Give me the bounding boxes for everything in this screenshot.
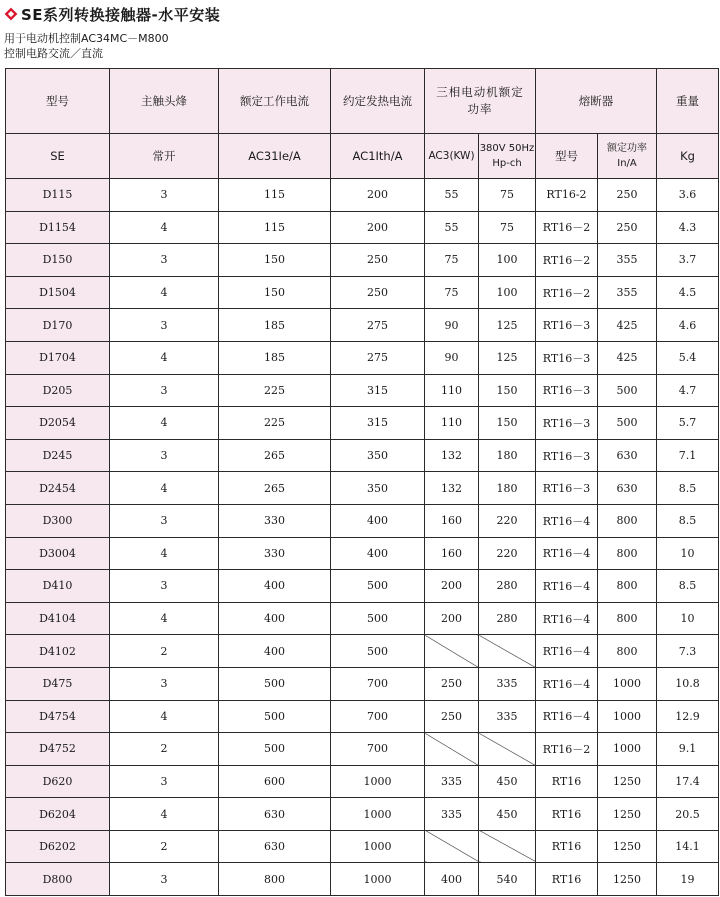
table-body	[6, 179, 719, 896]
cell-weight: 5.4	[657, 341, 719, 374]
cell-model: D205	[6, 374, 110, 407]
cell-not-applicable	[479, 733, 536, 766]
cell-fuse-power: 250	[598, 179, 657, 212]
table-row	[6, 667, 719, 700]
cell-fuse-model: RT16－2	[536, 211, 598, 244]
subheader-fuse-power-line1: 额定功率	[607, 143, 647, 154]
cell-main-contacts: 2	[110, 635, 219, 668]
cell-fuse-power: 355	[598, 276, 657, 309]
table-row	[6, 341, 719, 374]
cell-rated-current: 400	[219, 570, 331, 603]
cell-fuse-power: 1250	[598, 830, 657, 863]
cell-model: D4102	[6, 635, 110, 668]
cell-thermal-current: 700	[331, 700, 425, 733]
cell-model: D410	[6, 570, 110, 603]
cell-rated-current: 115	[219, 211, 331, 244]
table-row	[6, 733, 719, 766]
cell-fuse-model: RT16－2	[536, 733, 598, 766]
table-row	[6, 211, 719, 244]
cell-not-applicable	[425, 635, 479, 668]
cell-hp: 335	[479, 700, 536, 733]
cell-main-contacts: 3	[110, 244, 219, 277]
cell-weight: 4.7	[657, 374, 719, 407]
spec-table	[5, 68, 719, 896]
cell-main-contacts: 3	[110, 504, 219, 537]
table-row	[6, 570, 719, 603]
cell-ac3-kw: 90	[425, 309, 479, 342]
cell-fuse-model: RT16－3	[536, 407, 598, 440]
cell-fuse-model: RT16－3	[536, 341, 598, 374]
cell-fuse-model: RT16－3	[536, 439, 598, 472]
cell-model: D6204	[6, 798, 110, 831]
subtitle-usage: 用于电动机控制AC34MC－M800	[4, 32, 169, 45]
cell-ac3-kw: 400	[425, 863, 479, 896]
cell-rated-current: 185	[219, 341, 331, 374]
cell-fuse-power: 250	[598, 211, 657, 244]
cell-fuse-power: 1000	[598, 733, 657, 766]
cell-rated-current: 150	[219, 244, 331, 277]
cell-thermal-current: 200	[331, 211, 425, 244]
cell-ac3-kw: 250	[425, 700, 479, 733]
cell-hp: 180	[479, 439, 536, 472]
cell-thermal-current: 1000	[331, 798, 425, 831]
table-row	[6, 798, 719, 831]
cell-model: D4754	[6, 700, 110, 733]
cell-weight: 4.6	[657, 309, 719, 342]
subheader-fuse-model: 型号	[536, 134, 598, 179]
cell-hp: 450	[479, 798, 536, 831]
cell-weight: 7.1	[657, 439, 719, 472]
cell-model: D245	[6, 439, 110, 472]
cell-fuse-model: RT16	[536, 798, 598, 831]
cell-hp: 100	[479, 276, 536, 309]
cell-model: D170	[6, 309, 110, 342]
cell-ac3-kw: 132	[425, 472, 479, 505]
cell-main-contacts: 3	[110, 439, 219, 472]
cell-weight: 8.5	[657, 570, 719, 603]
cell-hp: 75	[479, 179, 536, 212]
cell-weight: 3.7	[657, 244, 719, 277]
cell-model: D115	[6, 179, 110, 212]
cell-fuse-power: 800	[598, 602, 657, 635]
page-title: SE系列转换接触器-水平安装	[21, 6, 221, 24]
cell-main-contacts: 3	[110, 863, 219, 896]
cell-weight: 8.5	[657, 472, 719, 505]
header-thermal-current: 约定发热电流	[331, 69, 425, 134]
cell-main-contacts: 3	[110, 667, 219, 700]
cell-weight: 9.1	[657, 733, 719, 766]
cell-fuse-power: 800	[598, 635, 657, 668]
cell-weight: 3.6	[657, 179, 719, 212]
cell-ac3-kw: 250	[425, 667, 479, 700]
cell-rated-current: 150	[219, 276, 331, 309]
table-row	[6, 700, 719, 733]
cell-rated-current: 500	[219, 667, 331, 700]
cell-fuse-power: 1250	[598, 863, 657, 896]
table-row	[6, 765, 719, 798]
table-row	[6, 276, 719, 309]
cell-fuse-power: 630	[598, 472, 657, 505]
cell-fuse-power: 1000	[598, 667, 657, 700]
cell-fuse-power: 500	[598, 407, 657, 440]
cell-thermal-current: 350	[331, 439, 425, 472]
cell-weight: 20.5	[657, 798, 719, 831]
cell-rated-current: 630	[219, 830, 331, 863]
cell-not-applicable	[425, 830, 479, 863]
cell-main-contacts: 3	[110, 765, 219, 798]
subtitle-control: 控制电路交流／直流	[4, 47, 103, 60]
cell-weight: 17.4	[657, 765, 719, 798]
table-row	[6, 602, 719, 635]
cell-rated-current: 115	[219, 179, 331, 212]
table-row	[6, 504, 719, 537]
table-row	[6, 374, 719, 407]
cell-hp: 180	[479, 472, 536, 505]
cell-weight: 10	[657, 537, 719, 570]
cell-ac3-kw: 110	[425, 407, 479, 440]
subheader-ac3: AC3(KW)	[425, 134, 479, 179]
table-row	[6, 179, 719, 212]
cell-weight: 10	[657, 602, 719, 635]
cell-not-applicable	[479, 830, 536, 863]
cell-fuse-model: RT16－4	[536, 700, 598, 733]
cell-rated-current: 800	[219, 863, 331, 896]
cell-hp: 150	[479, 374, 536, 407]
cell-model: D300	[6, 504, 110, 537]
header-motor-power	[425, 69, 536, 134]
cell-fuse-power: 1000	[598, 700, 657, 733]
cell-thermal-current: 250	[331, 244, 425, 277]
cell-ac3-kw: 160	[425, 537, 479, 570]
cell-ac3-kw: 200	[425, 602, 479, 635]
cell-fuse-model: RT16－2	[536, 276, 598, 309]
cell-ac3-kw: 75	[425, 244, 479, 277]
cell-main-contacts: 4	[110, 341, 219, 374]
cell-thermal-current: 315	[331, 374, 425, 407]
cell-thermal-current: 500	[331, 635, 425, 668]
cell-model: D2054	[6, 407, 110, 440]
subheader-hp-line1: 380V 50Hz	[479, 143, 535, 154]
cell-rated-current: 330	[219, 537, 331, 570]
subheader-model: SE	[6, 134, 110, 179]
table-row	[6, 863, 719, 896]
header-fuse: 熔断器	[536, 69, 657, 134]
cell-ac3-kw: 75	[425, 276, 479, 309]
table-row	[6, 830, 719, 863]
cell-hp: 280	[479, 602, 536, 635]
subheader-thermal-current: AC1Ith/A	[331, 134, 425, 179]
cell-ac3-kw: 110	[425, 374, 479, 407]
cell-hp: 540	[479, 863, 536, 896]
cell-fuse-power: 800	[598, 570, 657, 603]
cell-thermal-current: 1000	[331, 863, 425, 896]
cell-weight: 14.1	[657, 830, 719, 863]
cell-hp: 125	[479, 341, 536, 374]
cell-main-contacts: 4	[110, 472, 219, 505]
cell-weight: 4.3	[657, 211, 719, 244]
cell-hp: 450	[479, 765, 536, 798]
cell-main-contacts: 4	[110, 276, 219, 309]
cell-rated-current: 225	[219, 407, 331, 440]
cell-main-contacts: 4	[110, 211, 219, 244]
cell-main-contacts: 4	[110, 407, 219, 440]
cell-thermal-current: 350	[331, 472, 425, 505]
cell-rated-current: 265	[219, 439, 331, 472]
table-row	[6, 472, 719, 505]
cell-model: D1154	[6, 211, 110, 244]
cell-fuse-model: RT16－3	[536, 309, 598, 342]
cell-thermal-current: 275	[331, 341, 425, 374]
cell-thermal-current: 275	[331, 309, 425, 342]
cell-weight: 8.5	[657, 504, 719, 537]
cell-main-contacts: 4	[110, 700, 219, 733]
cell-thermal-current: 500	[331, 602, 425, 635]
cell-hp: 75	[479, 211, 536, 244]
brand-logo-icon	[4, 7, 18, 21]
table-row	[6, 635, 719, 668]
cell-ac3-kw: 335	[425, 765, 479, 798]
cell-fuse-model: RT16－2	[536, 244, 598, 277]
cell-rated-current: 400	[219, 602, 331, 635]
cell-thermal-current: 1000	[331, 830, 425, 863]
cell-rated-current: 500	[219, 733, 331, 766]
cell-hp: 280	[479, 570, 536, 603]
table-row	[6, 439, 719, 472]
cell-rated-current: 225	[219, 374, 331, 407]
cell-fuse-model: RT16－3	[536, 472, 598, 505]
cell-thermal-current: 500	[331, 570, 425, 603]
cell-fuse-power: 425	[598, 309, 657, 342]
cell-weight: 12.9	[657, 700, 719, 733]
cell-not-applicable	[479, 635, 536, 668]
cell-fuse-model: RT16－4	[536, 602, 598, 635]
subheader-fuse-power-line2: In/A	[617, 158, 637, 169]
table-row	[6, 309, 719, 342]
header-weight: 重量	[657, 69, 719, 134]
cell-fuse-power: 425	[598, 341, 657, 374]
cell-main-contacts: 4	[110, 602, 219, 635]
cell-fuse-power: 1250	[598, 765, 657, 798]
cell-main-contacts: 2	[110, 733, 219, 766]
subheader-fuse-power	[598, 134, 657, 179]
cell-main-contacts: 3	[110, 309, 219, 342]
cell-hp: 150	[479, 407, 536, 440]
cell-rated-current: 265	[219, 472, 331, 505]
cell-hp: 220	[479, 504, 536, 537]
cell-main-contacts: 4	[110, 798, 219, 831]
cell-model: D800	[6, 863, 110, 896]
cell-model: D1504	[6, 276, 110, 309]
cell-thermal-current: 400	[331, 537, 425, 570]
cell-rated-current: 630	[219, 798, 331, 831]
subheader-rated-current: AC31Ie/A	[219, 134, 331, 179]
subheader-weight: Kg	[657, 134, 719, 179]
header-main-contacts: 主触头烽	[110, 69, 219, 134]
cell-fuse-model: RT16－4	[536, 504, 598, 537]
cell-fuse-power: 355	[598, 244, 657, 277]
cell-rated-current: 400	[219, 635, 331, 668]
cell-ac3-kw: 132	[425, 439, 479, 472]
cell-rated-current: 185	[219, 309, 331, 342]
cell-thermal-current: 250	[331, 276, 425, 309]
cell-fuse-model: RT16－4	[536, 667, 598, 700]
cell-fuse-model: RT16－3	[536, 374, 598, 407]
subheader-hp-line2: Hp-ch	[492, 158, 522, 169]
cell-fuse-power: 500	[598, 374, 657, 407]
cell-main-contacts: 2	[110, 830, 219, 863]
cell-fuse-model: RT16	[536, 863, 598, 896]
cell-thermal-current: 200	[331, 179, 425, 212]
cell-ac3-kw: 335	[425, 798, 479, 831]
cell-thermal-current: 700	[331, 733, 425, 766]
cell-main-contacts: 3	[110, 179, 219, 212]
header-model: 型号	[6, 69, 110, 134]
cell-model: D475	[6, 667, 110, 700]
cell-model: D4104	[6, 602, 110, 635]
cell-model: D6202	[6, 830, 110, 863]
cell-main-contacts: 3	[110, 374, 219, 407]
cell-model: D150	[6, 244, 110, 277]
cell-thermal-current: 700	[331, 667, 425, 700]
table-row	[6, 244, 719, 277]
cell-rated-current: 330	[219, 504, 331, 537]
table-row	[6, 407, 719, 440]
cell-fuse-model: RT16－4	[536, 570, 598, 603]
cell-weight: 4.5	[657, 276, 719, 309]
cell-fuse-model: RT16－4	[536, 635, 598, 668]
header-rated-current: 额定工作电流	[219, 69, 331, 134]
cell-ac3-kw: 90	[425, 341, 479, 374]
cell-weight: 5.7	[657, 407, 719, 440]
cell-ac3-kw: 200	[425, 570, 479, 603]
cell-model: D3004	[6, 537, 110, 570]
cell-rated-current: 600	[219, 765, 331, 798]
cell-fuse-power: 800	[598, 537, 657, 570]
cell-thermal-current: 400	[331, 504, 425, 537]
table-header	[6, 69, 719, 179]
cell-weight: 7.3	[657, 635, 719, 668]
cell-hp: 125	[479, 309, 536, 342]
cell-thermal-current: 1000	[331, 765, 425, 798]
cell-fuse-model: RT16-2	[536, 179, 598, 212]
subheader-main-contacts: 常开	[110, 134, 219, 179]
cell-thermal-current: 315	[331, 407, 425, 440]
cell-rated-current: 500	[219, 700, 331, 733]
cell-model: D2454	[6, 472, 110, 505]
cell-hp: 220	[479, 537, 536, 570]
header-motor-power-label: 三相电动机额定功率	[436, 85, 524, 116]
cell-fuse-model: RT16－4	[536, 537, 598, 570]
cell-model: D620	[6, 765, 110, 798]
cell-hp: 100	[479, 244, 536, 277]
cell-ac3-kw: 55	[425, 211, 479, 244]
cell-ac3-kw: 55	[425, 179, 479, 212]
cell-weight: 19	[657, 863, 719, 896]
cell-fuse-power: 800	[598, 504, 657, 537]
table-row	[6, 537, 719, 570]
cell-not-applicable	[425, 733, 479, 766]
cell-fuse-power: 1250	[598, 798, 657, 831]
cell-main-contacts: 4	[110, 537, 219, 570]
cell-hp: 335	[479, 667, 536, 700]
cell-fuse-model: RT16	[536, 765, 598, 798]
cell-weight: 10.8	[657, 667, 719, 700]
cell-fuse-power: 630	[598, 439, 657, 472]
cell-ac3-kw: 160	[425, 504, 479, 537]
cell-model: D1704	[6, 341, 110, 374]
subheader-hp	[479, 134, 536, 179]
cell-main-contacts: 3	[110, 570, 219, 603]
cell-fuse-model: RT16	[536, 830, 598, 863]
cell-model: D4752	[6, 733, 110, 766]
